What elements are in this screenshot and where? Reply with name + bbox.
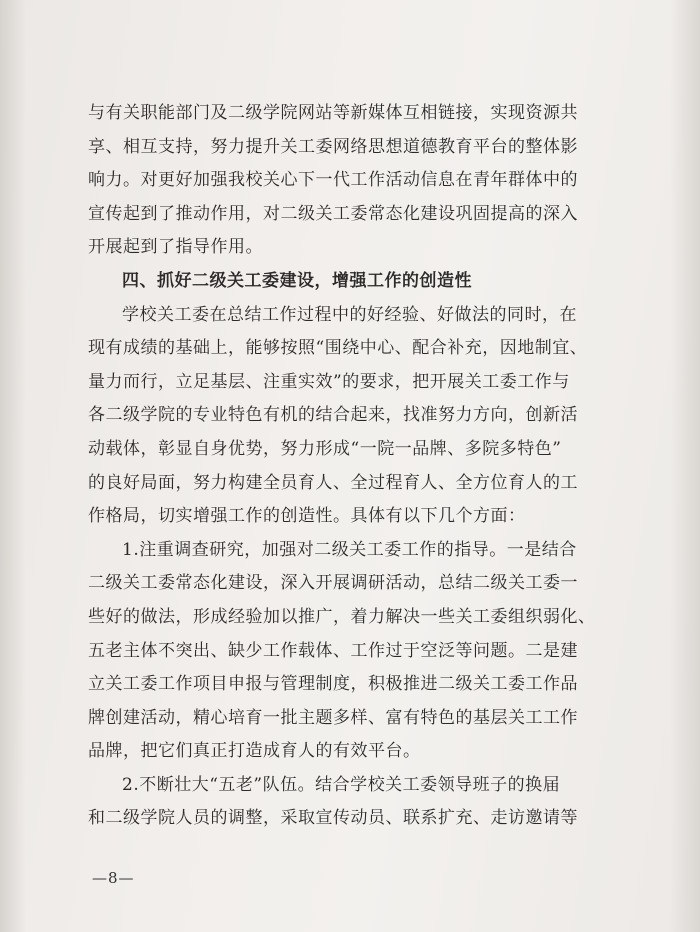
body-line: 五老主体不突出、缺少工作载体、工作过于空泛等问题。二是建 (88, 640, 578, 661)
body-line: 学校关工委在总结工作过程中的好经验、好做法的同时，在 (122, 304, 577, 325)
body-line: 开展起到了指导作用。 (88, 237, 263, 258)
body-line: 立关工委工作项目申报与管理制度，积极推进二级关工委工作品 (88, 674, 578, 695)
body-line: 品牌，把它们真正打造成育人的有效平台。 (88, 741, 421, 762)
body-line: 量力而行，立足基层、注重实效”的要求，把开展关工委工作与 (88, 371, 570, 392)
body-line: 些好的做法，形成经验加以推广，着力解决一些关工委组织弱化、 (88, 606, 596, 627)
body-line: 2.不断壮大“五老”队伍。结合学校关工委领导班子的换届 (122, 774, 561, 795)
body-line: 现有成绩的基础上，能够按照“围绕中心、配合补充，因地制宜、 (88, 338, 588, 359)
body-line: 的良好局面，努力构建全员育人、全过程育人、全方位育人的工 (88, 472, 578, 493)
body-line: 二级关工委常态化建设，深入开展调研活动，总结二级关工委一 (88, 573, 578, 594)
body-line: 享、相互支持，努力提升关工委网络思想道德教育平台的整体影 (88, 136, 578, 157)
page-number: —8— (92, 869, 135, 887)
body-line: 动载体，彰显自身优势，努力形成“一院一品牌、多院多特色” (88, 438, 562, 459)
body-line: 响力。对更好加强我校关心下一代工作活动信息在青年群体中的 (88, 170, 578, 191)
body-line: 和二级学院人员的调整，采取宣传动员、联系扩充、走访邀请等 (88, 808, 578, 829)
body-line: 1.注重调查研究，加强对二级关工委工作的指导。一是结合 (122, 539, 577, 560)
section-heading: 四、抓好二级关工委建设，增强工作的创造性 (122, 270, 472, 291)
document-body (88, 97, 616, 836)
body-line: 与有关职能部门及二级学院网站等新媒体互相链接，实现资源共 (88, 103, 578, 123)
body-line: 牌创建活动，精心培育一批主题多样、富有特色的基层关工工作 (88, 707, 578, 728)
body-line: 宣传起到了推动作用，对二级关工委常态化建设巩固提高的深入 (88, 203, 578, 224)
body-line: 作格局，切实增强工作的创造性。具体有以下几个方面： (88, 506, 526, 527)
body-line: 各二级学院的专业特色有机的结合起来，找准努力方向，创新活 (88, 405, 578, 426)
